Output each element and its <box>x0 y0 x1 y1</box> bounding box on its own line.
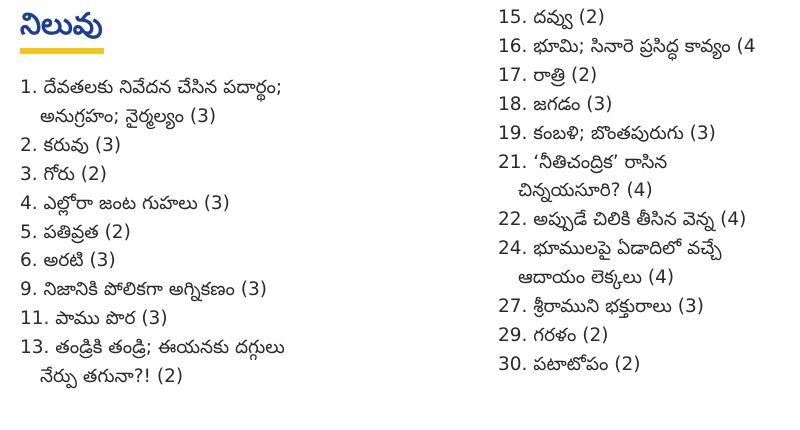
section-heading: నిలువు <box>20 7 103 42</box>
clue-1: 1. దేవతలకు నివేదన చేసిన పదార్థం; <box>20 77 283 98</box>
clue-4: 4. ఎల్లోరా జంట గుహలు (3) <box>20 192 230 214</box>
clue-27: 27. శ్రీరాముని భక్తురాలు (3) <box>498 296 704 318</box>
clue-11: 11. పాము పొర (3) <box>20 308 168 330</box>
clue-19: 19. కంబళి; బొంతపురుగు (3) <box>498 122 716 144</box>
clue-29: 29. గరళం (2) <box>498 324 609 346</box>
clue-30: 30. పటాటోపం (2) <box>498 353 641 375</box>
clue-18: 18. జగడం (3) <box>498 93 613 115</box>
left-clue-column <box>20 74 480 392</box>
clue-16: 16. భూమి; సినారె ప్రసిద్ధ కావ్యం (4 <box>498 35 756 57</box>
clue-5: 5. పతివ్రత (2) <box>20 221 131 243</box>
clue-22: 22. అప్పుడే చిలికి తీసిన వెన్న (4) <box>498 209 747 231</box>
clue-24-cont: ఆదాయం లెక్కలు (4) <box>518 267 675 289</box>
clue-1-cont: అనుగ్రహం; నైర్మల్యం (3) <box>40 105 217 127</box>
clue-15: 15. దవ్వు (2) <box>498 7 605 28</box>
clue-21-cont: చిన్నయసూరి? (4) <box>518 180 653 202</box>
clue-21: 21. ‘నీతిచంద్రిక’ రాసిన <box>498 151 668 173</box>
clue-13: 13. తండ్రికి తండ్రి; ఈయనకు దగ్గులు <box>20 337 285 359</box>
clue-6: 6. అరటి (3) <box>20 250 116 272</box>
clue-17: 17. రాత్రి (2) <box>498 64 598 86</box>
heading-block <box>20 4 104 54</box>
heading-underline <box>20 48 104 54</box>
right-clue-column <box>498 4 798 380</box>
clue-2: 2. కరువు (3) <box>20 134 122 156</box>
clue-3: 3. గోరు (2) <box>20 163 107 185</box>
clue-13-cont: నేర్పు తగునా?! (2) <box>40 366 184 388</box>
clue-24: 24. భూములపై ఏడాదిలో వచ్చే <box>498 238 722 260</box>
clue-9: 9. నిజానికి పోలికగా అగ్నికణం (3) <box>20 279 267 301</box>
